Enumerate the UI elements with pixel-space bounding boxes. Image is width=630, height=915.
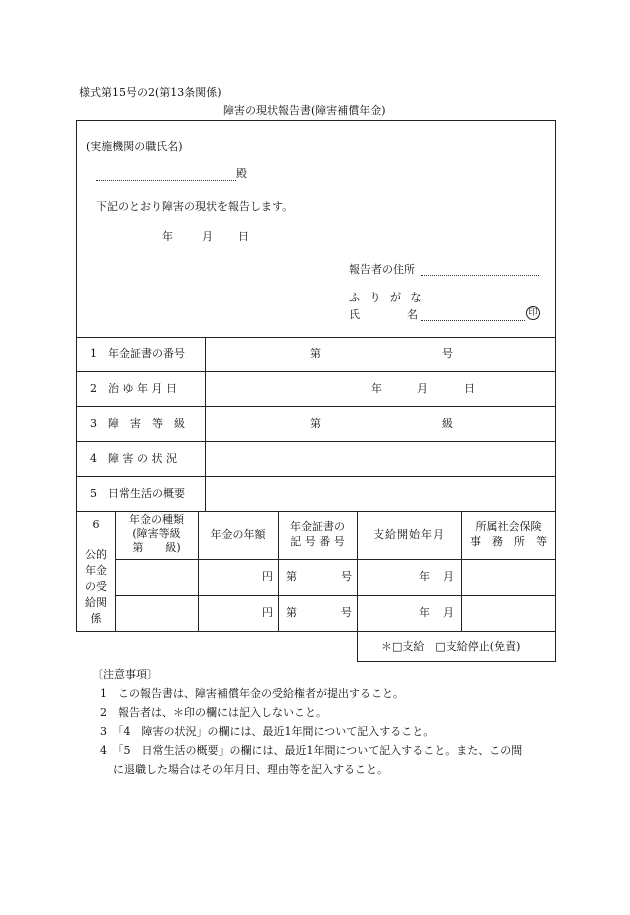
reporter-address-label: 報告者の住所 — [349, 263, 415, 276]
reporter-address-field[interactable] — [421, 275, 539, 276]
addressee-line[interactable] — [96, 180, 236, 181]
note-item-1: 1 この報告書は、障害補償年金の受給権者が提出すること。 — [100, 687, 404, 700]
rule — [115, 595, 556, 596]
row2-dai: 第 — [286, 606, 297, 619]
cure-year: 年 — [371, 382, 382, 395]
row1-month: 月 — [443, 570, 454, 583]
rule — [76, 371, 556, 372]
note-item-3: 3 「4 障害の状況」の欄には、最近1年間について記入すること。 — [100, 725, 435, 738]
rule — [76, 337, 556, 338]
rule — [76, 406, 556, 407]
reporter-name-field[interactable] — [421, 320, 525, 321]
row-label-grade: 3 障 害 等 級 — [90, 417, 185, 430]
status-box-bottom — [357, 661, 556, 662]
statement-text: 下記のとおり障害の現状を報告します。 — [96, 200, 294, 213]
header-certificate-2: 記 号 番 号 — [290, 535, 345, 548]
certificate-dai: 第 — [310, 347, 321, 360]
header-date-month: 月 — [202, 230, 213, 243]
note-item-4-cont: に退職した場合はその年月日、理由等を記入すること。 — [113, 763, 388, 776]
section6-label-3: の受 — [85, 580, 107, 593]
form-frame — [76, 120, 556, 632]
addressee-label: (実施機関の職氏名) — [86, 140, 183, 153]
header-start: 支給開始年月 — [373, 528, 445, 541]
name-label-2: 名 — [407, 308, 418, 321]
rule — [76, 441, 556, 442]
rule — [115, 559, 556, 560]
status-box-text: ＊□支給 □支給停止(免責) — [381, 640, 521, 653]
rule — [76, 511, 556, 512]
row2-yen: 円 — [262, 606, 273, 619]
page-title: 障害の現状報告書(障害補償年金) — [223, 104, 386, 117]
row-label-daily-life: 5 日常生活の概要 — [90, 487, 185, 500]
header-office-1: 所属社会保険 — [475, 520, 542, 533]
note-item-4: 4 「5 日常生活の概要」の欄には、最近1年間について記入すること。また、この間 — [100, 744, 523, 757]
name-label-1: 氏 — [349, 308, 360, 321]
form-number: 様式第15号の2(第13条関係) — [79, 86, 222, 99]
furigana-label: ふ り が な — [349, 291, 425, 304]
header-office-2: 事 務 所 等 — [470, 535, 547, 548]
section6-label-1: 公的 — [85, 548, 107, 561]
status-box-right — [555, 632, 556, 661]
row1-go: 号 — [341, 570, 352, 583]
row2-year: 年 — [419, 606, 430, 619]
row-label-cure-date: 2 治 ゆ 年 月 日 — [90, 382, 177, 395]
row1-dai: 第 — [286, 570, 297, 583]
header-date-year: 年 — [162, 230, 173, 243]
row2-go: 号 — [341, 606, 352, 619]
header-certificate-1: 年金証書の — [290, 520, 345, 533]
grade-kyu: 級 — [442, 417, 453, 430]
cure-day: 日 — [464, 382, 475, 395]
notes-heading: 〔注意事項〕 — [92, 668, 158, 681]
row1-year: 年 — [419, 570, 430, 583]
note-item-2: 2 報告者は、＊印の欄には記入しないこと。 — [100, 706, 327, 719]
header-type-1: 年金の種類 — [129, 513, 184, 526]
certificate-go: 号 — [442, 347, 453, 360]
row1-yen: 円 — [262, 570, 273, 583]
honorific: 殿 — [236, 167, 247, 180]
label-divider — [205, 337, 206, 511]
header-date-day: 日 — [238, 230, 249, 243]
grade-dai: 第 — [310, 417, 321, 430]
section6-label-2: 年金 — [85, 564, 107, 577]
header-type-3: 第 級) — [132, 541, 181, 554]
section6-label-4: 給関 — [85, 596, 107, 609]
cure-month: 月 — [417, 382, 428, 395]
header-amount: 年金の年額 — [210, 528, 266, 541]
row-label-certificate: 1 年金証書の番号 — [90, 347, 185, 360]
header-type-2: (障害等級 — [132, 527, 181, 540]
row-label-condition: 4 障 害 の 状 況 — [90, 452, 177, 465]
section6-label-5: 係 — [90, 612, 102, 625]
seal-mark: 印 — [526, 306, 540, 320]
row2-month: 月 — [443, 606, 454, 619]
rule — [76, 476, 556, 477]
section6-number: 6 — [92, 518, 100, 531]
